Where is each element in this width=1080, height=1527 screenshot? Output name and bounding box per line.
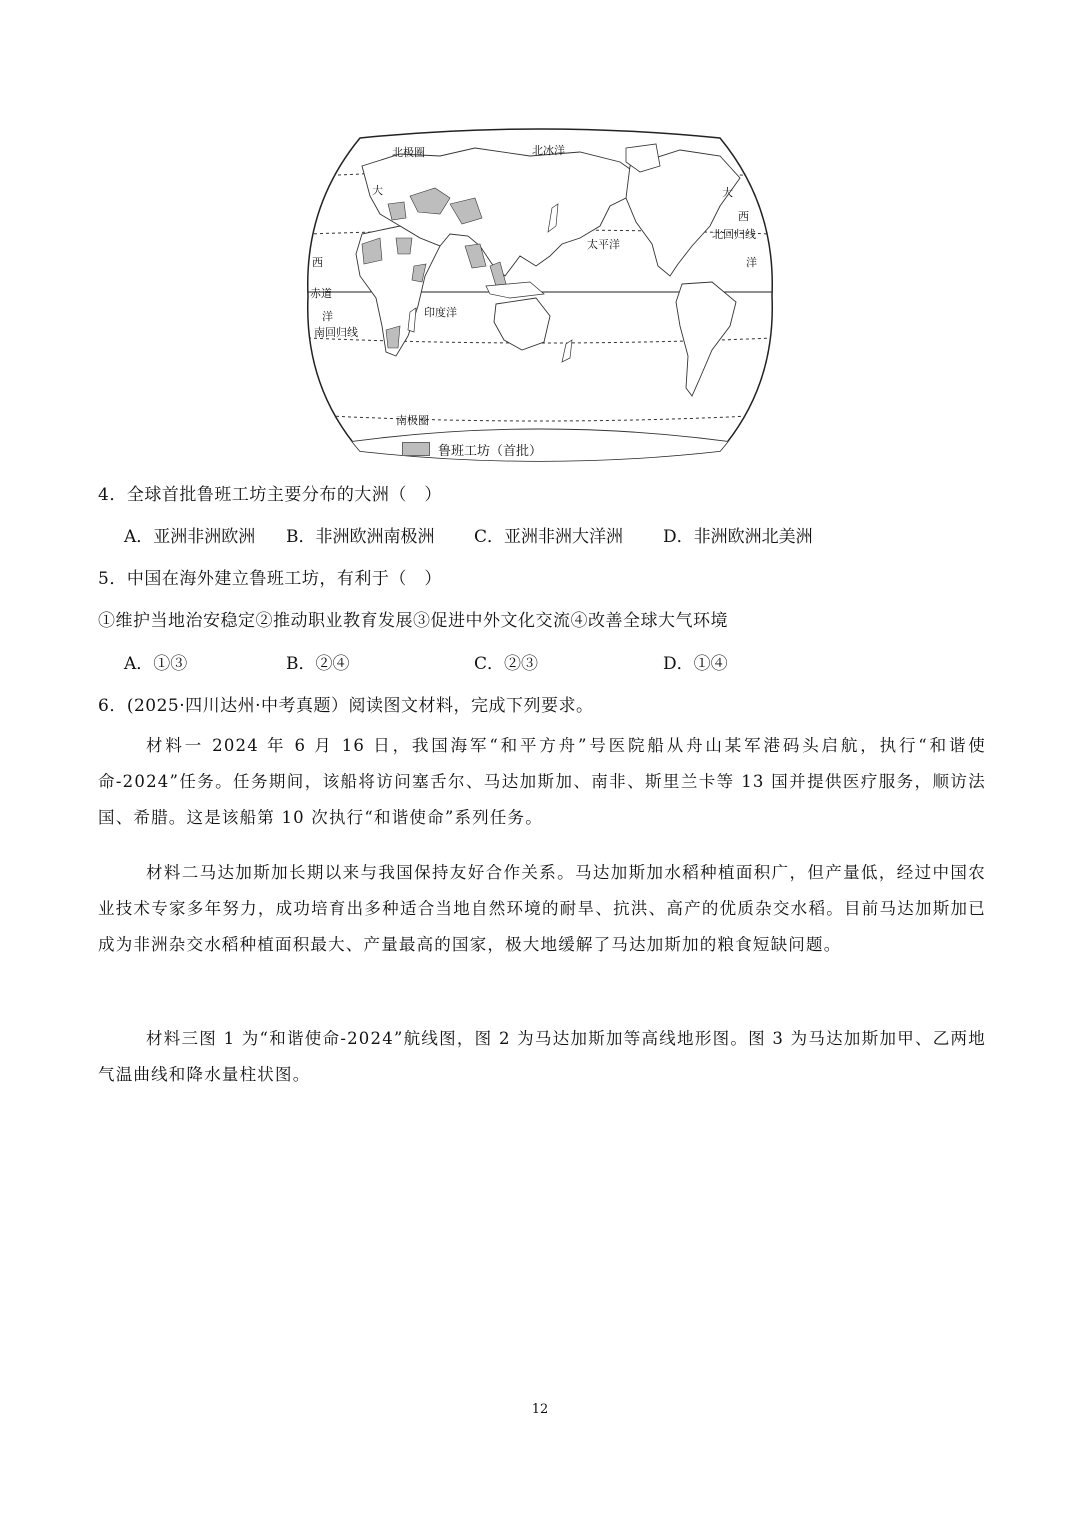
q5-option-b[interactable]: B．②④	[286, 654, 350, 674]
world-map-figure	[300, 126, 780, 466]
label-antarctic-circle: 南极圈	[396, 414, 429, 427]
q5-option-a[interactable]: A．①③	[124, 654, 188, 674]
map-legend	[402, 440, 542, 458]
africa-highlight-2	[396, 238, 412, 254]
q4-option-c[interactable]: C．亚洲非洲大洋洲	[474, 527, 624, 547]
label-atlantic-yang-right: 洋	[746, 256, 757, 269]
label-atlantic-yang-left: 洋	[322, 310, 333, 323]
q4-option-b[interactable]: B．非洲欧洲南极洲	[286, 527, 435, 547]
label-pacific-ocean: 太平洋	[587, 238, 620, 251]
label-arctic-circle: 北极圈	[392, 146, 425, 159]
q5-stem: 5．中国在海外建立鲁班工坊，有利于（ ）	[98, 569, 442, 589]
q4-option-d[interactable]: D．非洲欧洲北美洲	[663, 527, 813, 547]
page-number: 12	[531, 1402, 549, 1417]
q5-statements: ①维护当地治安稳定②推动职业教育发展③促进中外文化交流④改善全球大气环境	[98, 611, 728, 631]
label-tropic-capricorn: 南回归线	[314, 326, 358, 339]
label-atlantic-da-left: 大	[372, 184, 383, 197]
q4-stem: 4．全球首批鲁班工坊主要分布的大洲（ ）	[98, 485, 442, 505]
label-tropic-cancer: 北回归线	[712, 228, 756, 241]
africa-highlight-4	[386, 326, 400, 348]
label-atlantic-da-right: 大	[722, 186, 733, 199]
q6-material-2: 材料二马达加斯加长期以来与我国保持友好合作关系。马达加斯加水稻种植面积广，但产量低，经过中国农业技术专家多年努力，成功培育出多种适合当地自然环境的耐旱、抗洪、高产的优质杂交水稻。目前马达加斯加已成为非洲杂交水稻种植面积最大、产量最高的国家，极大地缓解了马达加斯加的粮食短缺问题。	[98, 863, 986, 954]
label-indian-ocean: 印度洋	[424, 306, 457, 319]
q6-material-1: 材料一 2024 年 6 月 16 日，我国海军“和平方舟”号医院船从舟山某军港码头启航，执行“和谐使命-2024”任务。任务期间，该船将访问塞舌尔、马达加斯加、南非、斯里兰卡等 13 国并提供医疗服务，顺访法国、希腊。这是该船第 10 次执行“和谐使命”系列任务。	[98, 736, 986, 827]
label-atlantic-xi-right: 西	[738, 210, 749, 223]
q6-material-3: 材料三图 1 为“和谐使命-2024”航线图，图 2 为马达加斯加等高线地形图。图 3 为马达加斯加甲、乙两地气温曲线和降水量柱状图。	[98, 1029, 986, 1084]
q5-option-c[interactable]: C．②③	[474, 654, 539, 674]
legend-label: 鲁班工坊（首批）	[438, 443, 543, 459]
label-atlantic-xi-left: 西	[312, 256, 323, 269]
label-equator: 赤道	[310, 287, 332, 300]
world-map	[300, 126, 780, 466]
q6-stem: 6．(2025·四川达州·中考真题）阅读图文材料，完成下列要求。	[98, 696, 594, 716]
label-arctic-ocean: 北冰洋	[532, 144, 565, 157]
q5-option-d[interactable]: D．①④	[663, 654, 728, 674]
legend-swatch	[402, 442, 430, 456]
q4-option-a[interactable]: A．亚洲非洲欧洲	[124, 527, 256, 547]
